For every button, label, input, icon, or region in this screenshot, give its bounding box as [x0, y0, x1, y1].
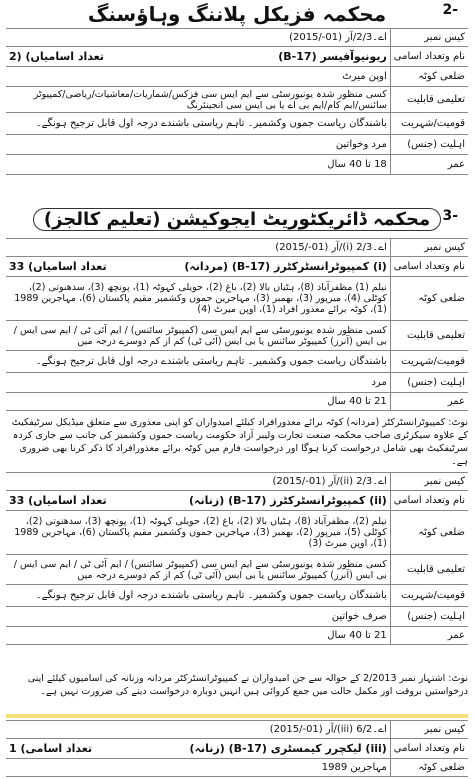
case-value: اے۔2/3 (i)/آر (01-/2015)	[6, 239, 390, 257]
table-row	[6, 473, 468, 491]
section-3-number: -3	[442, 208, 458, 224]
table-row	[6, 257, 468, 277]
table-row	[6, 491, 468, 511]
age-label: عمر	[390, 393, 468, 411]
case-label: کیس نمبر	[390, 721, 468, 739]
table-row	[6, 555, 468, 585]
edu-value: کسی منظور شدہ یونیورسٹی سے ایم ایس سی فزکس/شماریات/معاشیات/ریاضی/کمپیوٹر سائنس/ایم کام/ایم بی اے یا بی ایس سی انجینئرنگ	[6, 87, 390, 113]
post-name: (i) کمپیوٹرانسٹرکٹرز (B-17) (مردانہ)	[184, 260, 387, 273]
edu-value: کسی منظور شدہ یونیورسٹی سے ایم ایس سی (کمپیوٹر سائنس) / ایم آئی ٹی / ایم سی ایس / بی ایس (آنرز) کمپیوٹر سائنس یا بی ایس (آئی ٹی) کم از کم دوسرے درجہ میں	[6, 321, 390, 351]
gender-value: صرف خواتین	[6, 607, 390, 627]
section-3-table-2	[6, 472, 468, 645]
post-name: (iii) لیکچرر کیمسٹری (B-17) (زنانہ)	[189, 742, 387, 755]
case-label: کیس نمبر	[390, 239, 468, 257]
table-row	[6, 627, 468, 645]
table-row	[6, 135, 468, 155]
nationality-label: قومیت/شہریت	[390, 351, 468, 373]
section-3-heading	[0, 208, 474, 234]
age-value: 21 تا 40 سال	[6, 393, 390, 411]
section-2-heading	[0, 2, 474, 26]
table-row	[6, 239, 468, 257]
case-label: کیس نمبر	[390, 473, 468, 491]
gender-label: اہلیت (جنس)	[390, 607, 468, 627]
table-row	[6, 759, 468, 777]
table-row	[6, 393, 468, 411]
nationality-label: قومیت/شہریت	[390, 585, 468, 607]
district-value: نیلم (1) مظفرآباد (8)، ہٹیاں بالا (2)، باغ (2)، حویلی کہوٹہ (1)، پونچھ (3)، سدھنوتی (2)، کوٹلی (4)، میرپور (3)، بھمبر (3)، مہاجرین جموں وکشمیر مقیم پاکستان (6)، مہاجرین 1989 (1)، کوٹہ برائے معذور افراد (1)، اوپن میرٹ (4)	[6, 277, 390, 321]
gender-label: اہلیت (جنس)	[390, 373, 468, 393]
table-row	[6, 511, 468, 555]
post-name: (ii) کمپیوٹرانسٹرکٹرز (B-17) (زنانہ)	[189, 494, 387, 507]
section-3-title: محکمہ ڈائریکٹوریٹ ایجوکیشن (تعلیم کالجز)	[33, 208, 441, 231]
case-value: اے۔2/3/آر (01-/2015)	[6, 29, 390, 47]
table-row	[6, 739, 468, 759]
post-label: نام وتعداد اسامی	[390, 257, 468, 277]
post-name: ریونیوآفیسر (B-17)	[278, 50, 387, 63]
age-label: عمر	[390, 627, 468, 645]
table-row	[6, 721, 468, 739]
district-label: ضلعی کوٹہ	[390, 277, 468, 321]
gender-value: مرد	[6, 373, 390, 393]
post-count: تعداد اسامیاں) 33	[9, 494, 107, 507]
table-row	[6, 321, 468, 351]
nationality-value: باشندگان ریاست جموں وکشمیر۔ تاہم ریاستی باشندے درجہ اول قابل ترجیح ہونگے۔	[6, 113, 390, 135]
table-row	[6, 29, 468, 47]
section-3-table-3	[6, 720, 468, 777]
post-count: تعداد اسامیاں) (2	[9, 50, 105, 63]
section-2-title: محکمہ فزیکل پلاننگ وہاؤسنگ	[87, 2, 387, 26]
edu-label: تعلیمی قابلیت	[390, 321, 468, 351]
age-label: عمر	[390, 155, 468, 175]
table-row	[6, 373, 468, 393]
district-label: ضلعی کوٹہ	[390, 67, 468, 87]
table-row	[6, 47, 468, 67]
district-value: اوپن میرٹ	[6, 67, 390, 87]
case-value: اے۔2/3 (ii)/آر (01-/2015)	[6, 473, 390, 491]
gender-label: اہلیت (جنس)	[390, 135, 468, 155]
edu-label: تعلیمی قابلیت	[390, 87, 468, 113]
section-3-note-2: نوٹ: اشتہار نمبر 2/2013 کے حوالہ سے جن امیدواران نے کمپیوٹرانسٹرکٹر مردانہ وزنانہ کی اسامیوں کیلئے اپنی درخواستیں بروقت اور مکمل حالت میں جمع کروائی ہیں انہیں دوبارہ درخواست دینے کی ضرورت نہیں ہے۔	[27, 673, 468, 697]
table-row	[6, 155, 468, 175]
table-row	[6, 585, 468, 607]
post-count: تعداد اسامیاں) 33	[9, 260, 107, 273]
section-2-table	[6, 28, 468, 175]
age-value: 18 تا 40 سال	[6, 155, 390, 175]
nationality-label: قومیت/شہریت	[390, 113, 468, 135]
section-3-table	[6, 238, 468, 411]
table-row	[6, 351, 468, 373]
nationality-value: باشندگان ریاست جموں وکشمیر۔ تاہم ریاستی باشندے درجہ اول قابل ترجیح ہونگے۔	[6, 585, 390, 607]
edu-label: تعلیمی قابلیت	[390, 555, 468, 585]
section-2-number: -2	[442, 2, 458, 18]
table-row	[6, 113, 468, 135]
post-label: نام وتعداد اسامی	[390, 739, 468, 759]
table-row	[6, 87, 468, 113]
table-row	[6, 607, 468, 627]
divider	[6, 714, 468, 718]
table-row	[6, 277, 468, 321]
table-row	[6, 67, 468, 87]
gender-value: مرد وخواتین	[6, 135, 390, 155]
section-3-note: نوٹ: کمپیوٹرانسٹرکٹر (مردانہ) کوٹہ برائے معذورافراد کیلئے امیدواران کو اپنی معذوری سے متعلق میڈیکل سرٹیفکیٹ کے علاوہ سیکرٹری صاحب محکمہ صنعت تجارت ولیبر آزاد حکومت ریاست جموں وکشمیر کی جانب سے جاری کردہ سرٹیفکیٹ بھی شامل درخواست کرنا ہوگا اور درخواست فارم میں کوٹہ برائے معذورافراد کا ذکر کرنا بھی ضروری ہے۔	[11, 417, 468, 467]
district-label: ضلعی کوٹہ	[390, 759, 468, 777]
edu-value: کسی منظور شدہ یونیورسٹی سے ایم ایس سی (کمپیوٹر سائنس) / ایم آئی ٹی / ایم سی ایس / بی ایس (آنرز) کمپیوٹر سائنس یا بی ایس (آئی ٹی) کم از کم دوسرے درجہ میں	[6, 555, 390, 585]
district-label: ضلعی کوٹہ	[390, 511, 468, 555]
post-label: نام وتعداد اسامی	[390, 47, 468, 67]
nationality-value: باشندگان ریاست جموں وکشمیر۔ تاہم ریاستی باشندے درجہ اول قابل ترجیح ہونگے۔	[6, 351, 390, 373]
age-value: 21 تا 40 سال	[6, 627, 390, 645]
post-count: تعداد اسامی) 1	[9, 742, 93, 755]
district-value: مہاجرین 1989	[6, 759, 390, 777]
case-label: کیس نمبر	[390, 29, 468, 47]
district-value: نیلم (2)، مظفرآباد (8)، ہٹیاں بالا (2)، باغ (2)، حویلی کہوٹہ (1)، پونچھ (3)، سدھنوتی (2)، کوٹلی (5)، میرپور (2)، بھمبر (3)، مہاجرین جموں وکشمیر مقیم پاکستان (6)، مہاجرین 1989 (1)، اوپن میرٹ (3)	[6, 511, 390, 555]
post-label: نام وتعداد اسامی	[390, 491, 468, 511]
case-value: اے۔6/2 (iii)/آر (01-/2015)	[6, 721, 390, 739]
